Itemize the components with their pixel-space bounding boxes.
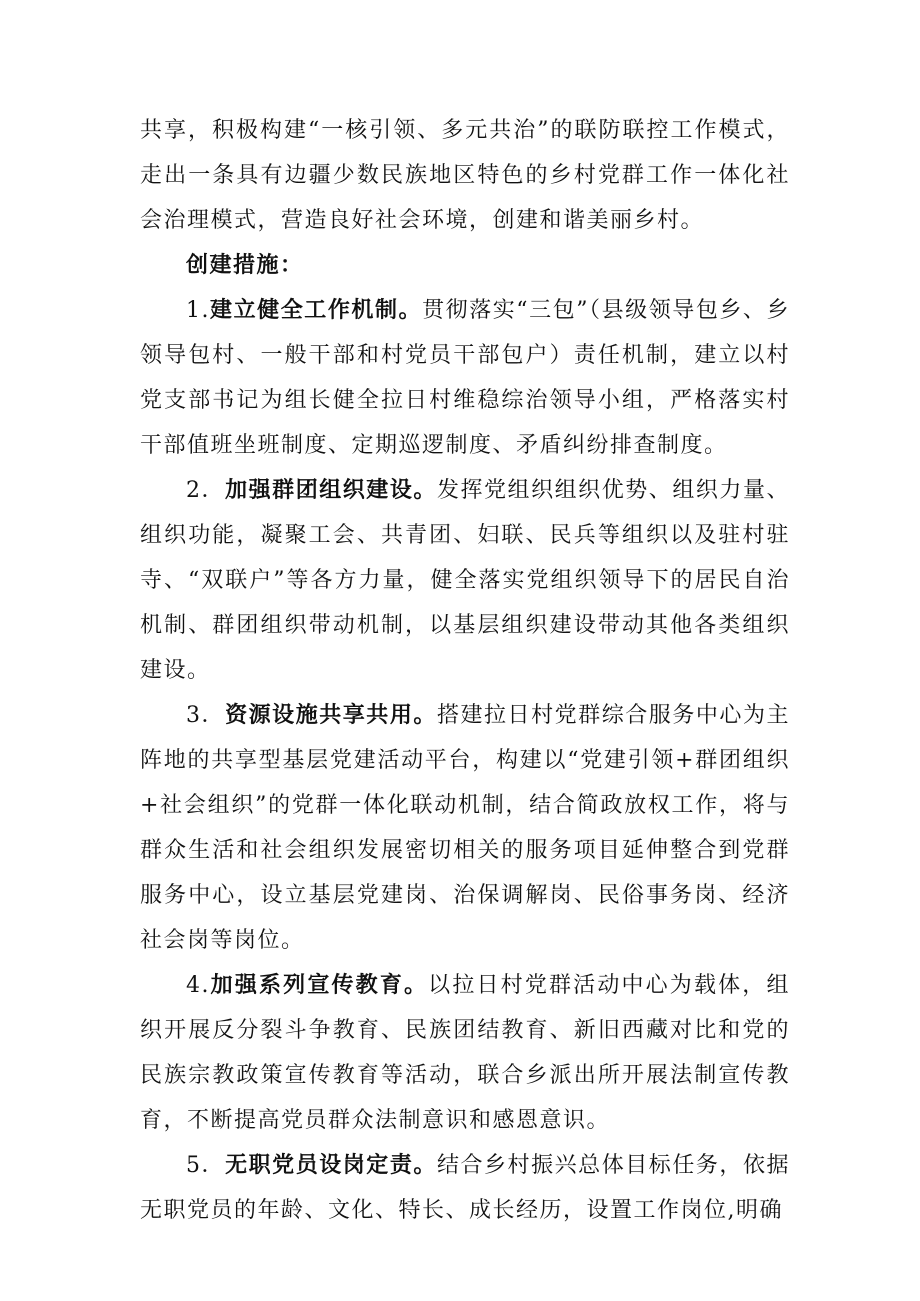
intro-text: 共享，积极构建“一核引领、多元共治”的联防联控工作模式，走出一条具有边疆少数民族地区特色的乡村党群工作一体化社会治理模式，营造良好社会环境，创建和谐美丽乡村。 [140, 118, 790, 233]
measure-paragraph-5 [140, 1143, 790, 1233]
measure-number: 5． [186, 1153, 226, 1178]
measure-body: 发挥党组织组织优势、组织力量、组织功能，凝聚工会、共青团、妇联、民兵等组织以及驻村驻寺、“双联户”等各方力量，健全落实党组织领导下的居民自治机制、群团组织带动机制，以基层组织建设带动其他各类组织建设。 [140, 478, 790, 683]
measure-number: 3． [186, 703, 226, 728]
measure-paragraph-4 [140, 963, 790, 1143]
section-label: 创建措施： [186, 252, 304, 278]
measure-number: 4. [186, 973, 210, 998]
measure-paragraph-2 [140, 468, 790, 693]
measure-paragraph-1 [140, 288, 790, 468]
section-label-paragraph [140, 243, 790, 288]
intro-paragraph [140, 108, 790, 243]
measure-heading: 资源设施共享共用。 [225, 702, 437, 728]
measure-paragraph-3 [140, 693, 790, 963]
measure-heading: 建立健全工作机制。 [210, 297, 423, 323]
measure-body: 搭建拉日村党群综合服务中心为主阵地的共享型基层党建活动平台，构建以“党建引领+群团组织+社会组织”的党群一体化联动机制，结合简政放权工作，将与群众生活和社会组织发展密切相关的服务项目延伸整合到党群服务中心，设立基层党建岗、治保调解岗、民俗事务岗、经济社会岗等岗位。 [140, 703, 790, 953]
measure-body: 贯彻落实“三包”（县级领导包乡、乡领导包村、一般干部和村党员干部包户）责任机制，建立以村党支部书记为组长健全拉日村维稳综治领导小组，严格落实村干部值班坐班制度、定期巡逻制度、矛盾纠纷排查制度。 [140, 298, 790, 458]
document-body [140, 108, 790, 1233]
measure-number: 1. [186, 298, 210, 323]
measure-body: 结合乡村振兴总体目标任务，依据无职党员的年龄、文化、特长、成长经历，设置工作岗位,明确 [140, 1153, 790, 1223]
measure-number: 2． [186, 478, 226, 503]
measure-heading: 加强群团组织建设。 [225, 477, 437, 503]
measure-heading: 无职党员设岗定责。 [225, 1152, 437, 1178]
measure-body: 以拉日村党群活动中心为载体，组织开展反分裂斗争教育、民族团结教育、新旧西藏对比和党的民族宗教政策宣传教育等活动，联合乡派出所开展法制宣传教育，不断提高党员群众法制意识和感恩意识。 [140, 973, 790, 1133]
measure-heading: 加强系列宣传教育。 [210, 972, 429, 998]
